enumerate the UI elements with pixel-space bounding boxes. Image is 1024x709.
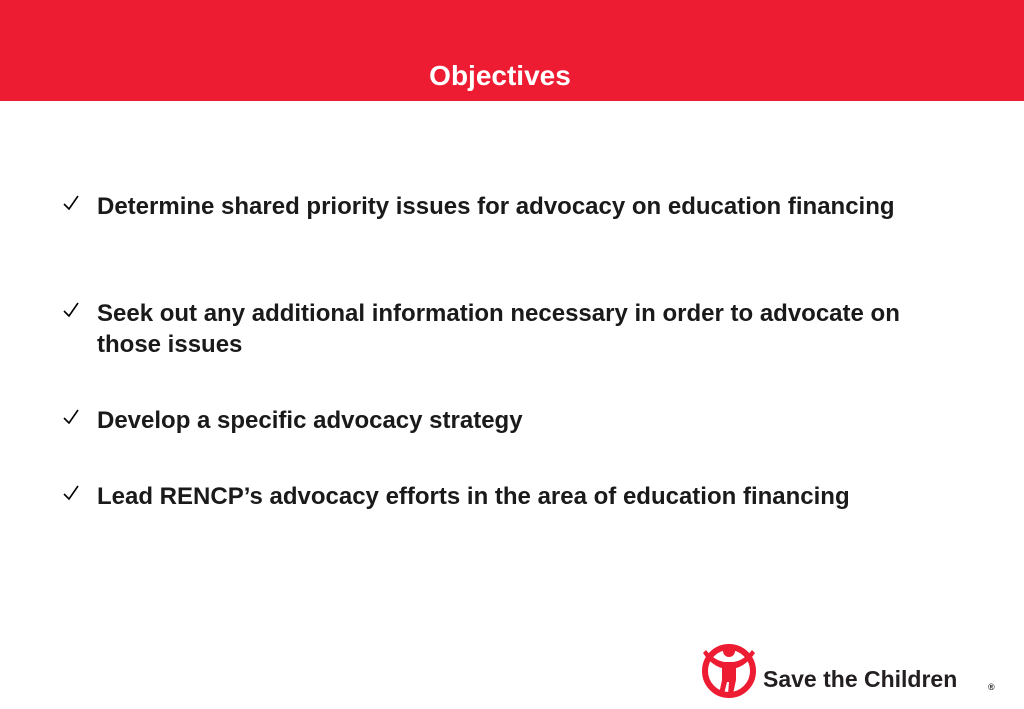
checkmark-icon xyxy=(62,483,80,503)
save-the-children-emblem-icon xyxy=(700,640,758,698)
objective-text: Determine shared priority issues for advocacy on education financing xyxy=(97,193,895,220)
save-the-children-logo xyxy=(700,640,1000,700)
objective-text: Develop a specific advocacy strategy xyxy=(97,407,523,434)
slide-title: Objectives xyxy=(429,60,571,91)
objective-text: Seek out any additional information necessary in order to advocate on those issues xyxy=(97,300,900,358)
checkmark-icon xyxy=(62,193,80,213)
checkmark-icon xyxy=(62,300,80,320)
registered-mark: ® xyxy=(988,682,995,692)
objective-text: Lead RENCP’s advocacy efforts in the area of education financing xyxy=(97,483,850,510)
logo-wordmark: Save the Children xyxy=(763,666,958,692)
checkmark-icon xyxy=(62,407,80,427)
